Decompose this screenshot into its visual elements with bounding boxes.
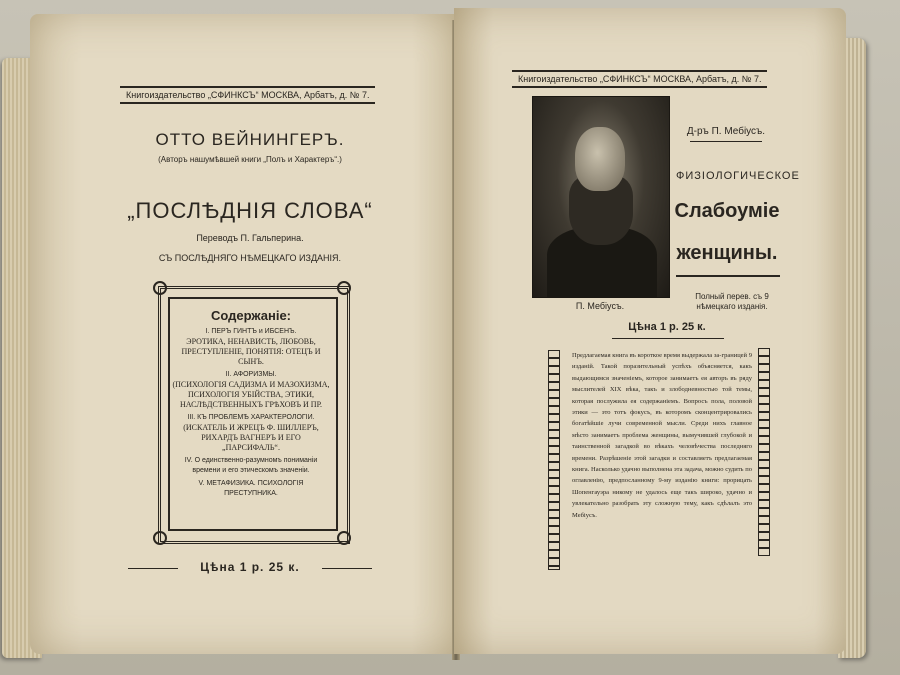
contents-section: V. МЕТАФИЗИКА. ПСИХОЛОГІЯ ПРЕСТУПНИКА. xyxy=(198,480,304,497)
left-title: „ПОСЛѢДНІЯ СЛОВА“ xyxy=(127,198,373,223)
right-price: Цѣна 1 р. 25 к. xyxy=(628,321,706,333)
left-publisher-header: Книгоиздательство „СФИНКСЪ“ МОСКВА, Арбатъ, д. № 7. xyxy=(120,86,375,104)
left-author-note: (Авторъ нашумѣвшей книги „Полъ и Характеръ“.) xyxy=(158,155,342,164)
ornament-corner xyxy=(337,531,351,545)
translation-note: Полный перев. съ 9 нѣмецкаго изданія. xyxy=(695,292,769,311)
price-underline xyxy=(612,338,724,339)
right-body-text: Предлагаемая книга въ короткое время выдержала за-границей 9 изданій. Такой поразительный успѣхъ объясняется, какъ выдающимся значеніемъ, которое занимаетъ ея авторъ въ ряду мыслителей XIX вѣка, такъ и злободневностью той темы, которая послужила ея содержаніемъ. Вопросъ пола, половой этики — это тотъ фокусъ, въ которомъ сконцентрировались богатѣйшіе лучи современной мысли. Среди нихъ главное мѣсто занимаетъ проблема женщины, вымучившей глубокой и таинственной загадкой во вѣкахъ человѣчества последняго времени. Разрѣшеніе этой загадки и составляетъ предлагаемая книга. Насколько удачно выполнена эта задача, можно судить по оглавленію, предпосланному 9-му изданію книги: прорицать Шопенгауэра никому не удалось еще такъ широко, удачно и увлекательно разобрать эту сложную тему, какъ сдѣлалъ это Мебіусъ. xyxy=(572,352,752,519)
right-author: Д-ръ П. Мебіусъ. xyxy=(686,126,766,137)
contents-items: ЭРОТИКА, НЕНАВИСТЬ, ЛЮБОВЬ, ПРЕСТУПЛЕНІЕ, ПОНЯТІЯ: ОТЕЦЪ И СЫНЪ. xyxy=(181,337,321,366)
left-author: ОТТО ВЕЙНИНГЕРЪ. xyxy=(155,130,345,149)
ornament-corner xyxy=(153,531,167,545)
author-underline xyxy=(690,141,762,142)
contents-section: IV. О единственно-разумномъ пониманіи времени и его этическомъ значеніи. xyxy=(184,457,318,474)
ornament-pillar-right xyxy=(758,348,770,556)
contents-items: (ПСИХОЛОГІЯ САДИЗМА И МАЗОХИЗМА, ПСИХОЛОГІЯ УБІЙСТВА, ЭТИКИ, НАСЛѢДСТВЕННЫХЪ ГРѢХОВЪ И ПР. xyxy=(172,380,330,409)
left-translator: Переводъ П. Гальперина. xyxy=(196,233,304,243)
right-title-line1: Слабоуміе xyxy=(674,200,780,222)
title-underline xyxy=(676,275,780,277)
right-title-line2: женщины. xyxy=(676,242,778,264)
contents-section: I. ПЕРЪ ГИНТЪ и ИБСЕНЪ. xyxy=(205,328,297,335)
portrait-caption: П. Мебіусъ. xyxy=(575,301,625,311)
right-publisher-header: Книгоиздательство „СФИНКСЪ“ МОСКВА, Арбатъ, д. № 7. xyxy=(512,70,767,88)
price-rule-right xyxy=(322,568,372,569)
ornament-corner xyxy=(153,281,167,295)
price-rule-left xyxy=(128,568,178,569)
contents-items: (ИСКАТЕЛЬ И ЖРЕЦЪ Ф. ШИЛЛЕРЪ, РИХАРДЪ ВАГНЕРЪ И ЕГО „ПАРСИФАЛЬ“. xyxy=(183,423,319,452)
contents-section: III. КЪ ПРОБЛЕМѢ ХАРАКТЕРОЛОГІИ. xyxy=(187,414,315,421)
contents-section: II. АФОРИЗМЫ. xyxy=(225,371,277,378)
contents-list xyxy=(172,305,330,499)
ornament-corner xyxy=(337,281,351,295)
right-subtitle: ФИЗІОЛОГИЧЕСКОЕ xyxy=(676,170,800,182)
contents-heading: Содержаніе: xyxy=(210,308,292,323)
ornament-pillar-left xyxy=(548,350,560,570)
left-price: Цѣна 1 р. 25 к. xyxy=(200,560,300,574)
left-edition: СЪ ПОСЛѢДНЯГО НѢМЕЦКАГО ИЗДАНІЯ. xyxy=(158,253,342,263)
author-portrait xyxy=(532,96,670,298)
